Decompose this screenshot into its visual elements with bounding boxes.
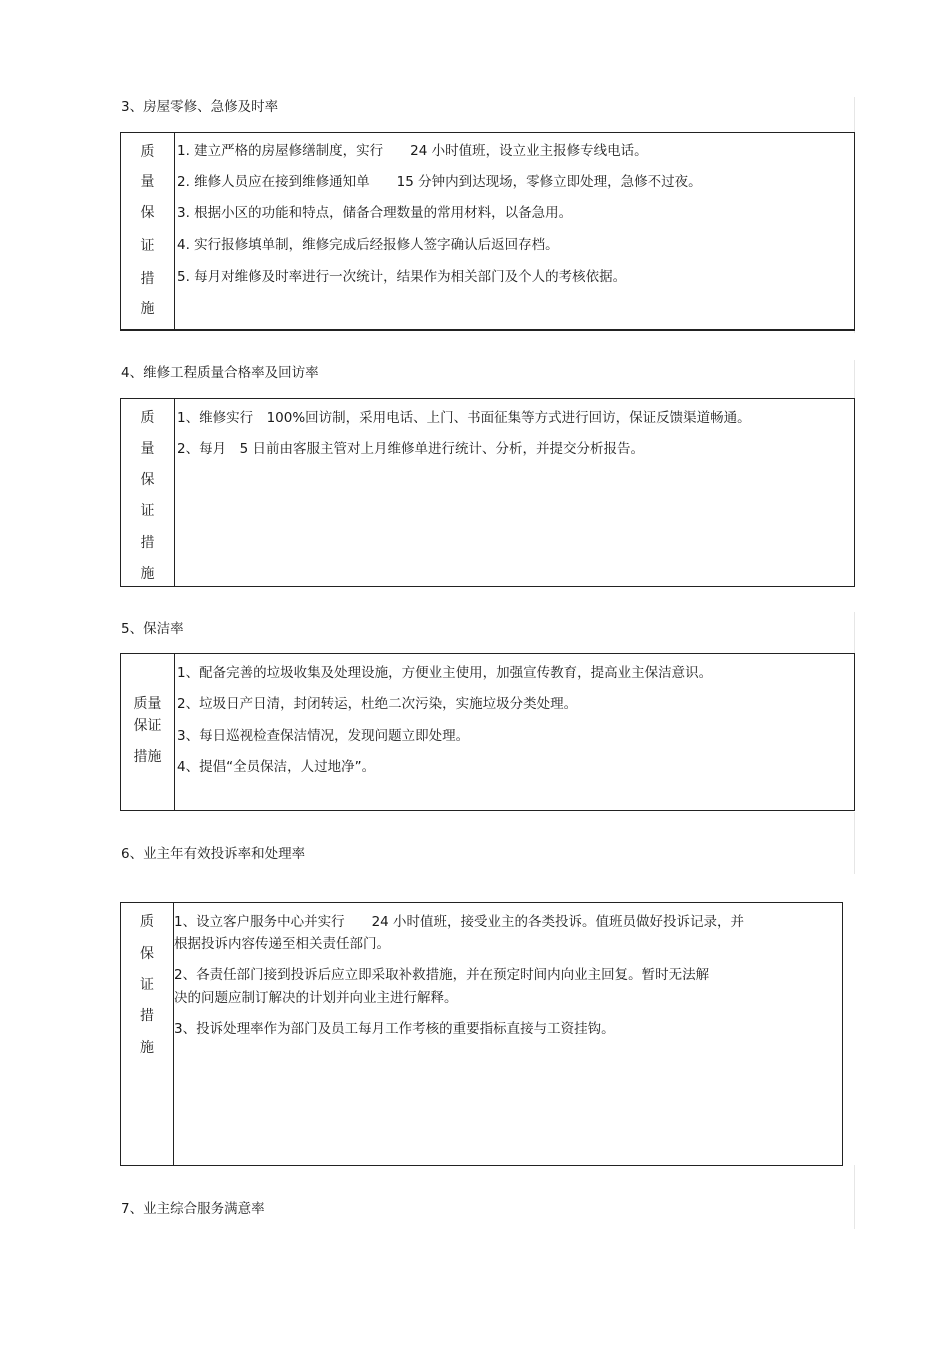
label-char: 量: [140, 441, 155, 457]
measures-table: [120, 653, 855, 811]
label-char: 证: [140, 503, 155, 519]
label-char: 保证: [133, 718, 162, 734]
label-char: 保: [140, 205, 155, 221]
page-rule: [854, 812, 855, 874]
measures-table: [120, 398, 855, 587]
label-char: 证: [140, 238, 155, 254]
section-heading: 4、维修工程质量合格率及回访率: [121, 365, 319, 381]
measure-line: 4. 实行报修填单制，维修完成后经报修人签字确认后返回存档。: [177, 237, 559, 253]
label-char: 证: [140, 977, 154, 993]
label-char: 施: [140, 301, 155, 317]
label-char: 质: [140, 144, 155, 160]
section-heading: 3、房屋零修、急修及时率: [121, 99, 279, 115]
measure-line: 1、维修实行 100%回访制，采用电话、上门、书面征集等方式进行回访，保证反馈渠道畅通。: [177, 410, 751, 426]
page-rule: [854, 360, 855, 400]
label-char: 量: [140, 174, 155, 190]
section-heading: 6、业主年有效投诉率和处理率: [121, 846, 306, 862]
measure-line: 3、每日巡视检查保洁情况，发现问题立即处理。: [177, 728, 470, 744]
label-char: 保: [140, 472, 155, 488]
section-heading: 7、业主综合服务满意率: [121, 1201, 265, 1217]
label-column: [121, 903, 174, 1165]
label-column: [121, 399, 175, 586]
measure-line: 3、投诉处理率作为部门及员工每月工作考核的重要指标直接与工资挂钩。: [174, 1021, 615, 1037]
label-char: 质量: [133, 696, 162, 712]
measure-line: 3. 根据小区的功能和特点，储备合理数量的常用材料，以备急用。: [177, 205, 573, 221]
measure-line: 根据投诉内容传递至相关责任部门。: [174, 936, 390, 952]
label-char: 保: [140, 946, 154, 962]
measure-line: 4、提倡“全员保洁，人过地净”。: [177, 759, 376, 775]
measures-table: [120, 132, 855, 331]
label-char: 质: [140, 914, 154, 930]
page-rule: [854, 1165, 855, 1229]
label-char: 措: [140, 535, 155, 551]
measure-line: 1. 建立严格的房屋修缮制度，实行 24 小时值班，设立业主报修专线电话。: [177, 143, 648, 159]
measure-line: 1、设立客户服务中心并实行 24 小时值班，接受业主的各类投诉。值班员做好投诉记录，并: [174, 914, 745, 930]
measure-line: 5. 每月对维修及时率进行一次统计，结果作为相关部门及个人的考核依据。: [177, 269, 627, 285]
label-column: [121, 133, 175, 329]
label-char: 措: [140, 271, 155, 287]
measure-line: 2. 维修人员应在接到维修通知单 15 分钟内到达现场，零修立即处理，急修不过夜。: [177, 174, 702, 190]
measure-line: 2、每月 5 日前由客服主管对上月维修单进行统计、分析，并提交分析报告。: [177, 441, 644, 457]
page-rule: [854, 612, 855, 654]
label-char: 施: [140, 1040, 154, 1056]
measure-line: 决的问题应制订解决的计划并向业主进行解释。: [174, 990, 458, 1006]
measure-line: 1、配备完善的垃圾收集及处理设施，方便业主使用，加强宣传教育，提高业主保洁意识。: [177, 665, 713, 681]
measure-line: 2、各责任部门接到投诉后应立即采取补救措施，并在预定时间内向业主回复。暂时无法解: [174, 967, 710, 983]
label-char: 施: [140, 566, 155, 582]
label-char: 措: [140, 1008, 154, 1024]
label-char: 质: [140, 410, 155, 426]
measures-table: [120, 902, 843, 1166]
section-heading: 5、保洁率: [121, 621, 184, 637]
measure-line: 2、垃圾日产日清，封闭转运，杜绝二次污染，实施垃圾分类处理。: [177, 696, 578, 712]
label-char: 措施: [133, 749, 162, 765]
label-column: [121, 654, 175, 810]
